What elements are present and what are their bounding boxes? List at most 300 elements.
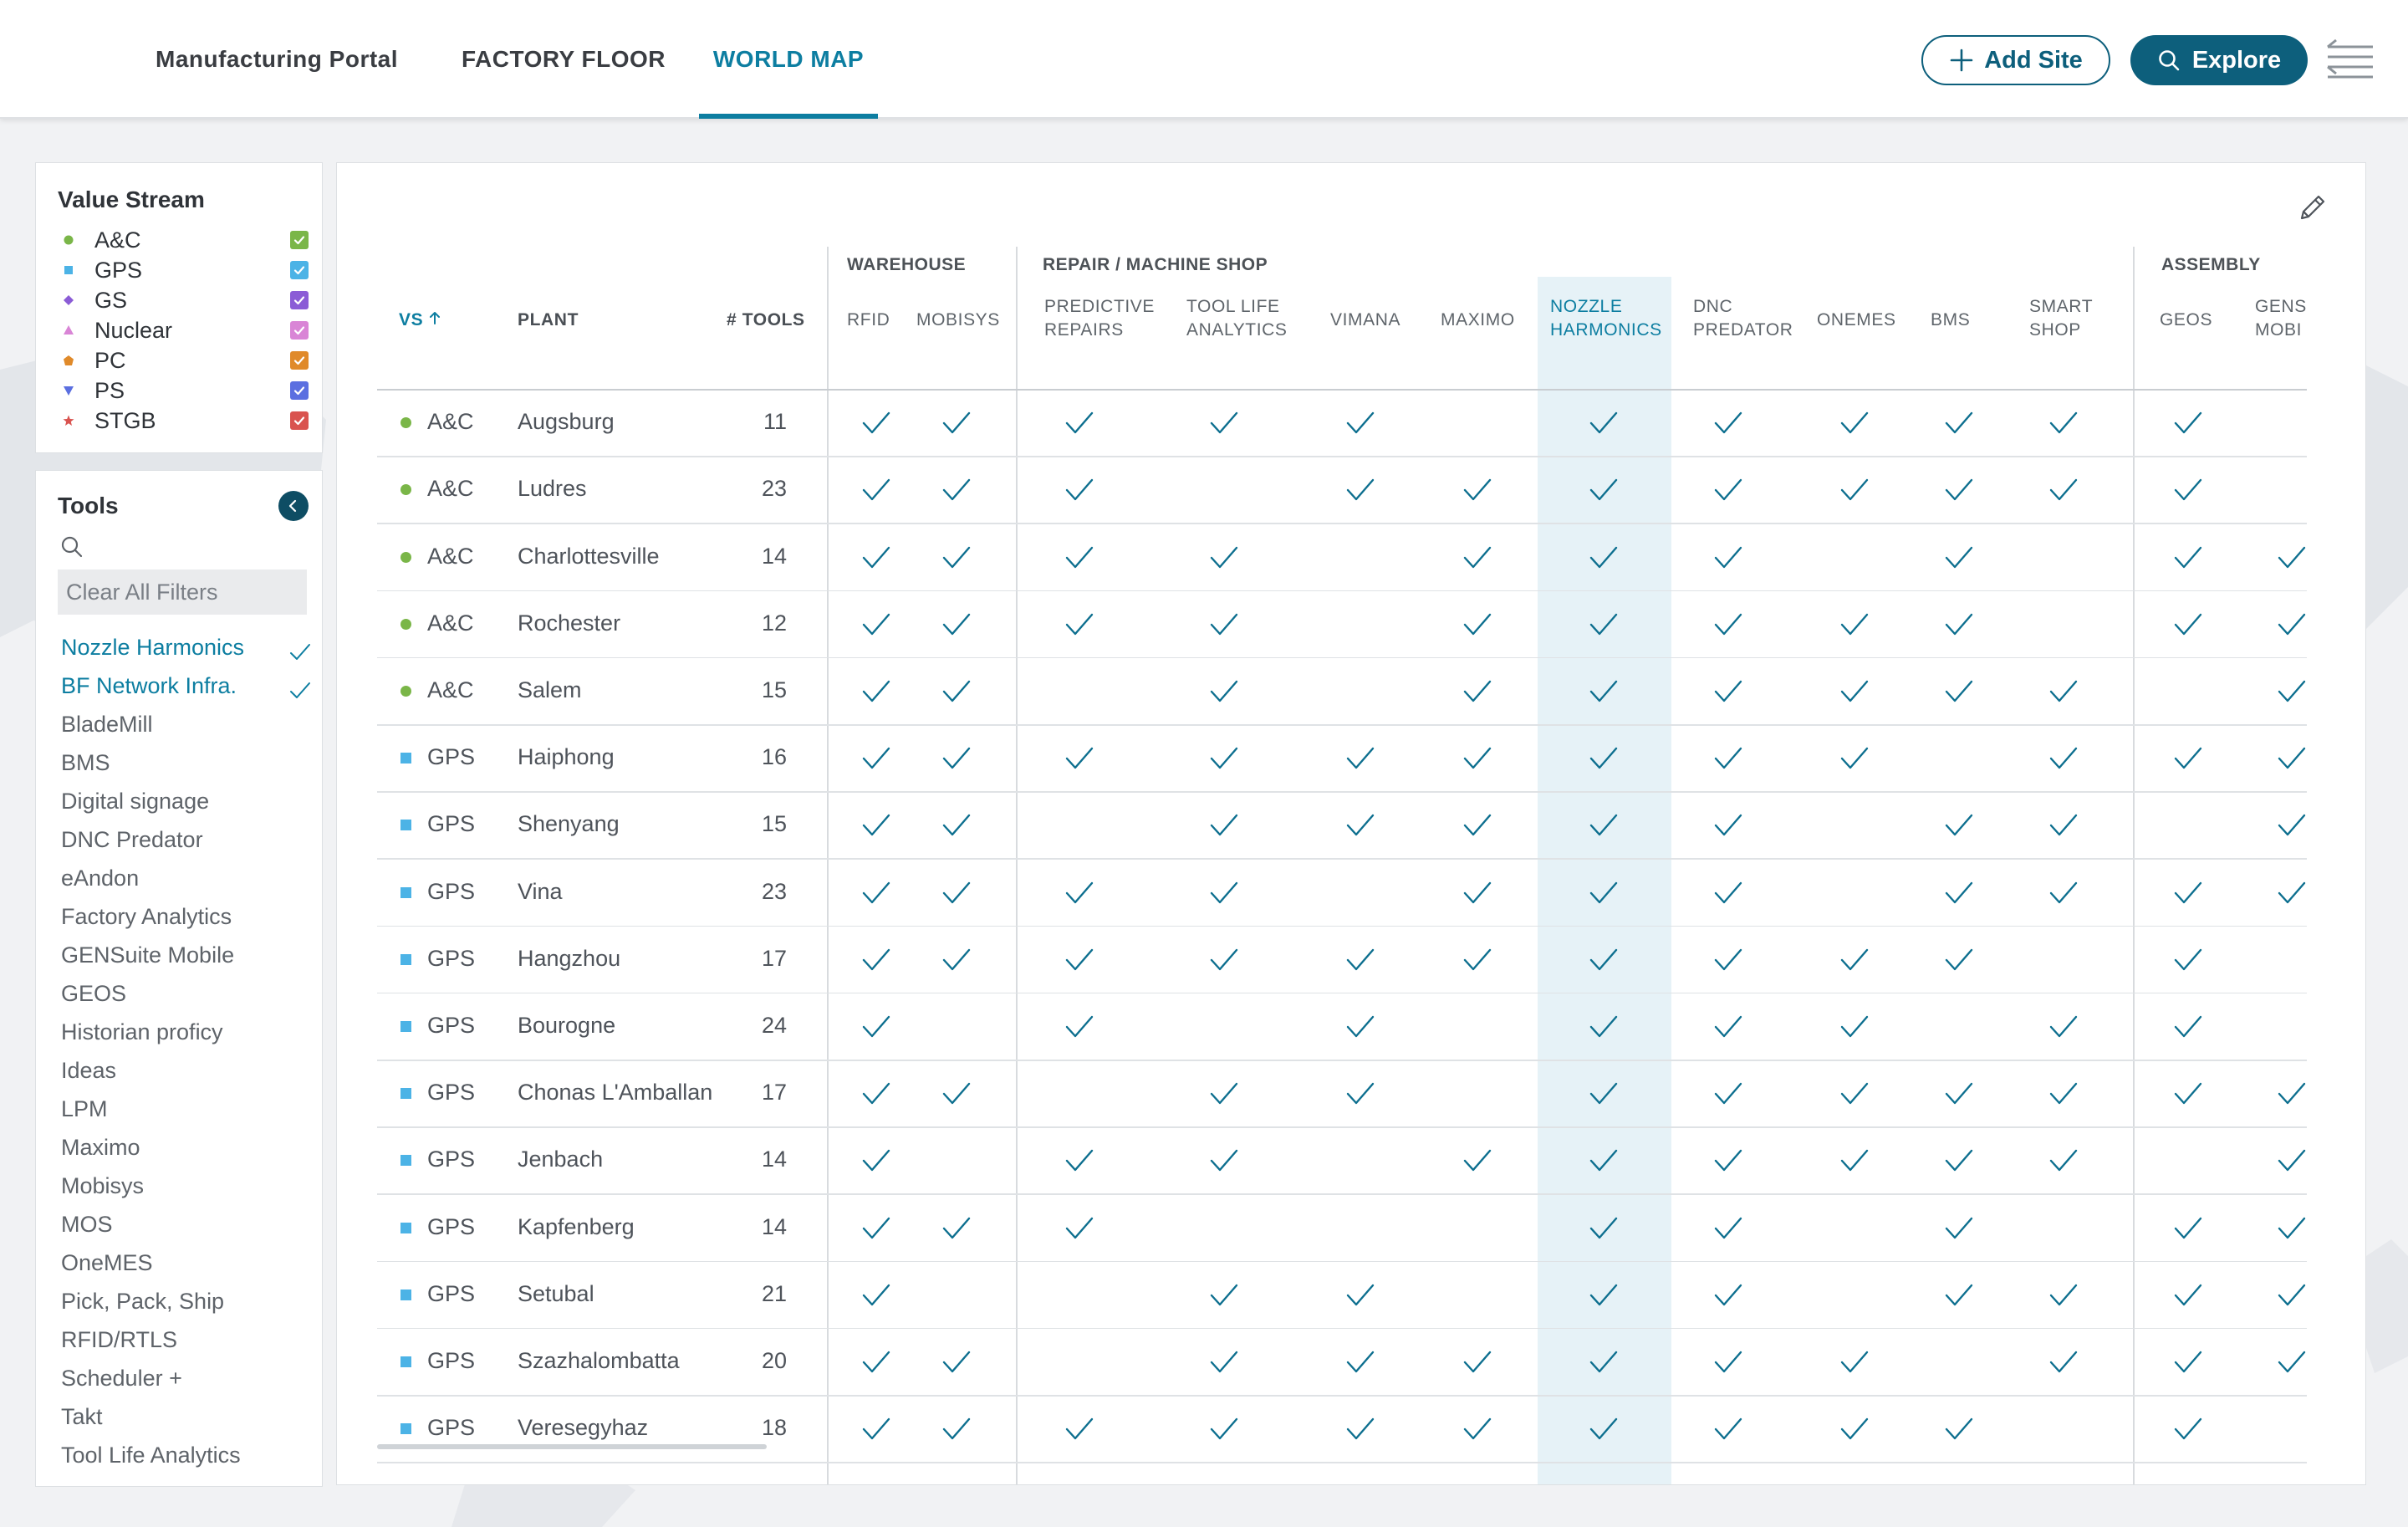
checkmark-icon — [1589, 1350, 1619, 1375]
cell-tools-count: 17 — [761, 1080, 787, 1106]
cell-tools-count: 23 — [761, 878, 787, 904]
table-row[interactable] — [377, 1193, 2307, 1260]
column-header-line1: GEOS — [2160, 310, 2213, 329]
checkmark-icon — [1944, 1081, 1974, 1106]
column-header-line1: SMART — [2029, 297, 2094, 316]
tab-factory-floor[interactable]: FACTORY FLOOR — [462, 46, 666, 72]
checkmark-icon — [2048, 1350, 2079, 1375]
table-row[interactable] — [377, 1395, 2307, 1462]
cell-plant: Chonas L'Amballan — [518, 1080, 713, 1106]
tab-world-map[interactable]: WORLD MAP — [712, 46, 865, 72]
checkmark-icon — [1209, 1417, 1239, 1442]
cell-tools-count: 11 — [763, 409, 787, 435]
tools-search-icon[interactable] — [59, 534, 84, 559]
checkmark-icon — [2277, 1350, 2307, 1375]
checkmark-icon — [1064, 881, 1094, 906]
tool-filter-label: Tool Life Analytics — [61, 1443, 241, 1468]
table-row[interactable] — [377, 1261, 2307, 1328]
checkmark-icon — [1462, 679, 1492, 704]
diamond-marker-icon — [58, 294, 79, 307]
checkmark-icon — [1944, 545, 1974, 570]
checkmark-icon — [861, 478, 891, 503]
column-header-tool[interactable] — [2255, 295, 2307, 342]
column-header-line2: ANALYTICS — [1186, 320, 1288, 340]
tool-filter-item[interactable] — [61, 1205, 312, 1244]
tool-filter-item[interactable] — [61, 1359, 312, 1397]
checkmark-icon — [1713, 545, 1743, 570]
value-stream-label: PC — [94, 347, 126, 373]
circle-marker-icon — [400, 552, 411, 563]
checkmark-icon — [941, 411, 972, 436]
cell-tools-count: 14 — [761, 543, 787, 569]
value-stream-item-stgb[interactable] — [58, 406, 309, 436]
nav-factory-floor[interactable] — [462, 0, 666, 119]
cell-vs: GPS — [427, 1080, 476, 1106]
cell-tools-count: 14 — [761, 1147, 787, 1172]
column-header-tool[interactable] — [1817, 309, 1896, 332]
cell-plant: Jenbach — [518, 1147, 604, 1172]
tool-filter-label: Pick, Pack, Ship — [61, 1289, 225, 1314]
column-header-tool[interactable] — [1693, 295, 1793, 342]
nav-manufacturing-portal[interactable]: Manufacturing Portal — [156, 46, 399, 72]
cell-tools-count: 21 — [761, 1280, 787, 1306]
tool-filter-item[interactable] — [61, 666, 312, 705]
cell-vs: GPS — [427, 811, 476, 837]
triangle-marker-icon — [58, 324, 79, 337]
checkmark-icon — [1462, 746, 1492, 771]
checkbox-icon[interactable] — [290, 231, 309, 249]
column-header-line1: BMS — [1931, 310, 1971, 329]
cell-tools-count: 12 — [761, 610, 787, 636]
tool-filter-item[interactable] — [61, 782, 312, 820]
checkmark-icon — [2048, 1014, 2079, 1039]
cell-vs: A&C — [427, 610, 474, 636]
checkmark-icon — [1064, 478, 1094, 503]
checkmark-icon — [1944, 612, 1974, 637]
checkbox-icon[interactable] — [290, 291, 309, 309]
tool-filter-item[interactable] — [61, 705, 312, 743]
checkmark-icon — [288, 675, 312, 697]
circle-marker-icon — [400, 417, 411, 428]
row-divider — [377, 1462, 2307, 1463]
checkmark-icon — [941, 746, 972, 771]
tool-filter-label: RFID/RTLS — [61, 1327, 178, 1352]
tool-filter-item[interactable] — [61, 1397, 312, 1436]
square-marker-icon — [400, 1021, 411, 1032]
cell-plant: Ludres — [518, 476, 587, 502]
cell-tools-count: 17 — [761, 945, 787, 971]
checkmark-icon — [1839, 679, 1870, 704]
checkmark-icon — [1345, 1417, 1375, 1442]
clear-all-filters-button[interactable]: Clear All Filters — [58, 569, 307, 615]
value-stream-list — [58, 225, 309, 436]
tool-filter-item[interactable] — [61, 1282, 312, 1320]
checkmark-icon — [1064, 746, 1094, 771]
checkmark-icon — [1589, 813, 1619, 838]
checkmark-icon — [1713, 1014, 1743, 1039]
column-header-line1: VIMANA — [1330, 310, 1401, 329]
cell-tools-count: 24 — [761, 1012, 787, 1038]
square-marker-icon — [400, 1290, 411, 1300]
checkmark-icon — [861, 411, 891, 436]
checkbox-icon[interactable] — [290, 351, 309, 370]
column-header-vs-label: VS — [399, 310, 424, 329]
checkmark-icon — [2277, 545, 2307, 570]
plus-icon — [1949, 48, 1974, 73]
checkmark-icon — [2173, 478, 2203, 503]
checkmark-icon — [861, 1216, 891, 1241]
table-row[interactable] — [377, 523, 2307, 590]
checkmark-icon — [2277, 1148, 2307, 1173]
checkmark-icon — [1345, 1081, 1375, 1106]
checkmark-icon — [941, 947, 972, 973]
value-stream-item-a-c[interactable] — [58, 225, 309, 255]
explore-label: Explore — [2191, 46, 2282, 74]
tool-filter-label: Ideas — [61, 1058, 117, 1083]
column-header-line1: RFID — [847, 310, 890, 329]
checkmark-icon — [2048, 881, 2079, 906]
column-group-label: REPAIR / MACHINE SHOP — [1043, 255, 1268, 274]
column-header-tool[interactable] — [1550, 295, 1662, 342]
checkmark-icon — [288, 636, 312, 658]
tool-filter-item[interactable] — [61, 628, 312, 666]
checkmark-icon — [1713, 947, 1743, 973]
column-group-label: ASSEMBLY — [2161, 255, 2261, 274]
column-header-tool[interactable] — [1330, 309, 1400, 332]
checkmark-icon — [2277, 612, 2307, 637]
tool-filter-label: OneMES — [61, 1250, 153, 1275]
checkmark-icon — [1839, 478, 1870, 503]
checkmark-icon — [1064, 411, 1094, 436]
column-header-tool[interactable] — [1044, 295, 1155, 342]
tool-filter-item[interactable] — [61, 1320, 312, 1359]
checkmark-icon — [1209, 1148, 1239, 1173]
collapse-panel-button[interactable] — [278, 491, 309, 521]
cell-plant: Veresegyhaz — [518, 1415, 649, 1441]
checkmark-icon — [2048, 478, 2079, 503]
cell-tools-count: 23 — [761, 476, 787, 502]
checkmark-icon — [1589, 1283, 1619, 1308]
checkmark-icon — [1713, 1148, 1743, 1173]
cell-vs: A&C — [427, 476, 474, 502]
checkmark-icon — [941, 1417, 972, 1442]
square-marker-icon — [400, 1423, 411, 1434]
column-header-line1: MOBISYS — [916, 310, 1000, 329]
checkbox-icon[interactable] — [290, 381, 309, 400]
checkmark-icon — [861, 1350, 891, 1375]
column-header-line2: HARMONICS — [1550, 320, 1662, 340]
column-header-tool[interactable] — [1186, 295, 1288, 342]
tools-title: Tools — [58, 493, 119, 518]
checkmark-icon — [1944, 881, 1974, 906]
tool-filter-item[interactable] — [61, 743, 312, 782]
checkmark-icon — [1209, 813, 1239, 838]
tool-filter-item[interactable] — [61, 1436, 312, 1474]
column-header-vs[interactable] — [399, 309, 441, 332]
cell-plant: Hangzhou — [518, 945, 621, 971]
table-row[interactable] — [377, 858, 2307, 925]
cell-vs: A&C — [427, 677, 474, 702]
value-stream-item-nuclear[interactable] — [58, 315, 309, 345]
circle-marker-icon — [400, 619, 411, 630]
checkmark-icon — [2277, 679, 2307, 704]
table-row[interactable] — [377, 926, 2307, 993]
checkmark-icon — [1839, 1417, 1870, 1442]
table-row[interactable] — [377, 657, 2307, 724]
value-stream-label: Nuclear — [94, 317, 173, 343]
tool-filter-item[interactable] — [61, 859, 312, 897]
checkmark-icon — [2048, 1148, 2079, 1173]
cell-plant: Augsburg — [518, 409, 615, 435]
cell-vs: A&C — [427, 543, 474, 569]
tool-filter-label: BMS — [61, 750, 110, 775]
checkmark-icon — [861, 1014, 891, 1039]
value-stream-panel — [35, 162, 323, 453]
cell-vs: GPS — [427, 1347, 476, 1373]
checkmark-icon — [1345, 478, 1375, 503]
square-marker-icon — [400, 820, 411, 830]
checkmark-icon — [861, 612, 891, 637]
cell-tools-count: 20 — [761, 1347, 787, 1373]
value-stream-item-gps[interactable] — [58, 255, 309, 285]
checkmark-icon — [1345, 1283, 1375, 1308]
filter-menu-icon[interactable] — [2324, 35, 2376, 85]
checkbox-icon[interactable] — [290, 261, 309, 279]
value-stream-label: A&C — [94, 227, 141, 253]
tool-filter-item[interactable] — [61, 936, 312, 974]
checkmark-icon — [861, 813, 891, 838]
tools-panel — [35, 470, 323, 1487]
checkmark-icon — [1839, 746, 1870, 771]
nav-world-map[interactable] — [699, 0, 878, 119]
checkmark-icon — [2277, 1283, 2307, 1308]
checkmark-icon — [1589, 881, 1619, 906]
tool-filter-label: MOS — [61, 1212, 113, 1237]
tool-filter-label: BF Network Infra. — [61, 673, 237, 698]
cell-vs: GPS — [427, 1012, 476, 1038]
checkmark-icon — [1713, 881, 1743, 906]
checkmark-icon — [1713, 746, 1743, 771]
square-marker-icon — [400, 1155, 411, 1166]
value-stream-label: GPS — [94, 257, 143, 283]
table-row[interactable] — [377, 389, 2307, 456]
add-site-button[interactable] — [1921, 35, 2110, 85]
tool-filter-item[interactable] — [61, 1090, 312, 1128]
tool-filter-item[interactable] — [61, 1013, 312, 1051]
checkmark-icon — [1589, 746, 1619, 771]
checkmark-icon — [1462, 881, 1492, 906]
checkmark-icon — [1462, 947, 1492, 973]
checkmark-icon — [1462, 545, 1492, 570]
column-header-tool[interactable] — [1441, 309, 1515, 332]
checkmark-icon — [1713, 679, 1743, 704]
checkmark-icon — [1209, 1283, 1239, 1308]
cell-tools-count: 15 — [761, 677, 787, 702]
checkmark-icon — [1209, 1350, 1239, 1375]
tool-filter-item[interactable] — [61, 1128, 312, 1167]
checkmark-icon — [1209, 1081, 1239, 1106]
cell-plant: Setubal — [518, 1280, 594, 1306]
checkmark-icon — [861, 1081, 891, 1106]
checkmark-icon — [1462, 612, 1492, 637]
circle-marker-icon — [400, 686, 411, 697]
column-header-line1: MAXIMO — [1441, 310, 1515, 329]
checkmark-icon — [1944, 1148, 1974, 1173]
square-marker-icon — [400, 887, 411, 898]
column-header-line2: PREDATOR — [1693, 320, 1793, 340]
checkmark-icon — [2277, 813, 2307, 838]
cell-tools-count: 15 — [761, 811, 787, 837]
cell-plant: Kapfenberg — [518, 1213, 635, 1239]
checkmark-icon — [861, 545, 891, 570]
checkmark-icon — [1462, 1148, 1492, 1173]
square-marker-icon — [400, 1088, 411, 1099]
checkmark-icon — [1713, 612, 1743, 637]
checkmark-icon — [1462, 478, 1492, 503]
table-row[interactable] — [377, 590, 2307, 657]
checkmark-icon — [1589, 612, 1619, 637]
column-header-tools-count[interactable]: # TOOLS — [727, 310, 805, 329]
checkmark-icon — [941, 1081, 972, 1106]
column-header-tool[interactable] — [2029, 295, 2093, 342]
tool-filter-item[interactable] — [61, 1051, 312, 1090]
checkmark-icon — [861, 1417, 891, 1442]
tool-filter-item[interactable] — [61, 897, 312, 936]
checkmark-icon — [1209, 411, 1239, 436]
checkmark-icon — [2173, 1417, 2203, 1442]
checkmark-icon — [2048, 411, 2079, 436]
checkmark-icon — [1839, 1014, 1870, 1039]
checkmark-icon — [1064, 1216, 1094, 1241]
checkmark-icon — [941, 679, 972, 704]
checkmark-icon — [1589, 1081, 1619, 1106]
cell-vs: GPS — [427, 744, 476, 770]
value-stream-item-pc[interactable] — [58, 345, 309, 375]
circle-marker-icon — [58, 233, 79, 247]
checkmark-icon — [861, 679, 891, 704]
column-header-tool[interactable] — [1931, 309, 1970, 332]
value-stream-item-ps[interactable] — [58, 375, 309, 406]
checkmark-icon — [861, 746, 891, 771]
value-stream-label: STGB — [94, 407, 156, 433]
checkmark-icon — [1589, 1148, 1619, 1173]
checkmark-icon — [1209, 679, 1239, 704]
checkmark-icon — [1713, 1350, 1743, 1375]
checkmark-icon — [1064, 947, 1094, 973]
sort-ascending-icon — [428, 309, 441, 332]
checkmark-icon — [2048, 746, 2079, 771]
checkmark-icon — [2048, 1081, 2079, 1106]
cell-vs: GPS — [427, 1280, 476, 1306]
checkmark-icon — [1462, 813, 1492, 838]
checkmark-icon — [1589, 411, 1619, 436]
column-header-tool[interactable] — [916, 309, 1000, 332]
checkmark-icon — [1209, 746, 1239, 771]
checkmark-icon — [1345, 1350, 1375, 1375]
chevron-left-icon — [286, 498, 301, 513]
cell-vs: GPS — [427, 878, 476, 904]
checkmark-icon — [2173, 1350, 2203, 1375]
cell-plant: Charlottesville — [518, 543, 660, 569]
checkmark-icon — [2173, 1081, 2203, 1106]
checkmark-icon — [2173, 1014, 2203, 1039]
value-stream-title: Value Stream — [58, 186, 205, 212]
checkmark-icon — [1345, 947, 1375, 973]
horizontal-scrollbar[interactable] — [377, 1444, 767, 1449]
checkmark-icon — [1713, 1283, 1743, 1308]
checkmark-icon — [941, 545, 972, 570]
table-row[interactable] — [377, 993, 2307, 1060]
table-row[interactable] — [377, 456, 2307, 523]
cell-vs: A&C — [427, 409, 474, 435]
checkmark-icon — [861, 1283, 891, 1308]
checkmark-icon — [1209, 881, 1239, 906]
checkmark-icon — [1209, 545, 1239, 570]
checkmark-icon — [1209, 947, 1239, 973]
tool-filter-label: eAndon — [61, 866, 140, 891]
value-stream-label: GS — [94, 287, 128, 313]
tool-filter-item[interactable] — [61, 974, 312, 1013]
checkmark-icon — [1944, 679, 1974, 704]
column-header-line1: GENS — [2255, 297, 2307, 316]
tool-filter-item[interactable] — [61, 820, 312, 859]
checkmark-icon — [2277, 746, 2307, 771]
checkmark-icon — [1839, 411, 1870, 436]
value-stream-item-gs[interactable] — [58, 285, 309, 315]
checkmark-icon — [1589, 679, 1619, 704]
checkbox-icon[interactable] — [290, 321, 309, 340]
column-header-tool[interactable] — [2160, 309, 2212, 332]
checkmark-icon — [861, 1148, 891, 1173]
checkmark-icon — [1345, 1014, 1375, 1039]
checkmark-icon — [2173, 411, 2203, 436]
pentagon-marker-icon — [58, 354, 79, 367]
plant-tools-table — [336, 162, 2366, 1485]
checkmark-icon — [1839, 1350, 1870, 1375]
checkmark-icon — [2048, 813, 2079, 838]
checkmark-icon — [2173, 612, 2203, 637]
tool-filter-item[interactable] — [61, 1244, 312, 1282]
checkmark-icon — [1713, 1216, 1743, 1241]
checkmark-icon — [1345, 813, 1375, 838]
checkmark-icon — [1944, 411, 1974, 436]
pencil-icon[interactable] — [2295, 190, 2330, 225]
checkmark-icon — [1944, 947, 1974, 973]
active-tab-underline — [699, 114, 878, 119]
checkmark-icon — [1944, 1417, 1974, 1442]
table-row[interactable] — [377, 1126, 2307, 1193]
cell-plant: Shenyang — [518, 811, 620, 837]
tool-filter-item[interactable] — [61, 1167, 312, 1205]
explore-button[interactable] — [2130, 35, 2308, 85]
cell-tools-count: 18 — [761, 1415, 787, 1441]
tool-filter-label: Digital signage — [61, 789, 210, 814]
tool-filter-label: Takt — [61, 1404, 103, 1429]
table-row[interactable] — [377, 791, 2307, 858]
checkmark-icon — [2277, 1081, 2307, 1106]
checkbox-icon[interactable] — [290, 411, 309, 430]
nav-brand[interactable] — [156, 0, 398, 119]
checkmark-icon — [1589, 1014, 1619, 1039]
checkmark-icon — [1713, 1417, 1743, 1442]
column-header-plant[interactable]: PLANT — [518, 310, 579, 329]
table-row[interactable] — [377, 724, 2307, 791]
cell-vs: GPS — [427, 945, 476, 971]
cell-plant: Rochester — [518, 610, 621, 636]
column-header-tool[interactable] — [847, 309, 890, 332]
checkmark-icon — [1064, 1148, 1094, 1173]
column-header-line2: SHOP — [2029, 320, 2081, 340]
